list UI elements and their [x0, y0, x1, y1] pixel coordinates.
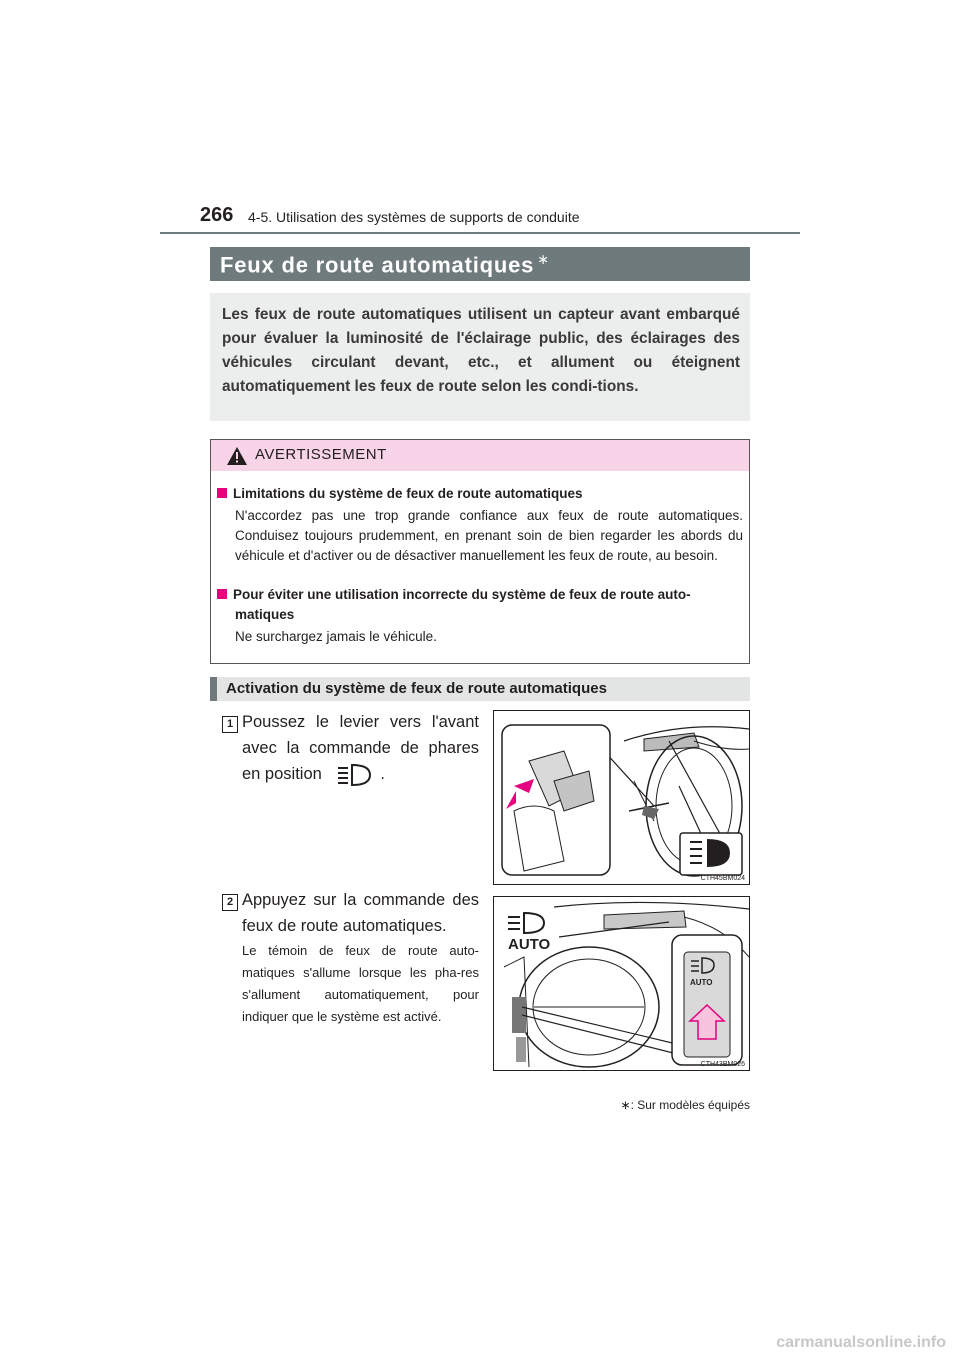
page-title-text: Feux de route automatiques	[220, 252, 535, 278]
page-number: 266	[200, 204, 234, 226]
figure-step-1	[493, 710, 750, 885]
step-1-text	[242, 709, 479, 787]
auto-switch-illustration	[494, 897, 749, 1070]
warning-title: AVERTISSEMENT	[255, 446, 387, 463]
section-header: 4-5. Utilisation des systèmes de supports de conduite	[248, 209, 580, 225]
warning-item-body: N'accordez pas une trop grande confiance aux feux de route automatiques. Conduisez toujours prudemment, en prenant soin de bien regarder les abords du véhicule et d'activer ou de désactiver manuellement les feux de route, au besoin.	[235, 508, 743, 563]
warning-item-heading	[217, 484, 743, 504]
headlight-auto-position-icon	[336, 763, 376, 787]
title-asterisk: ∗	[537, 251, 550, 267]
warning-item-body: Ne surchargez jamais le véhicule.	[235, 629, 437, 644]
activation-section-title: Activation du système de feux de route automatiques	[226, 680, 607, 697]
intro-box	[210, 293, 750, 421]
bullet-square-icon	[217, 589, 227, 599]
bullet-square-icon	[217, 488, 227, 498]
activation-section-bar	[210, 677, 750, 701]
auto-label-large: AUTO	[508, 936, 551, 953]
warning-item	[217, 484, 743, 566]
title-bar	[210, 247, 750, 281]
watermark: carmanualsonline.info	[776, 1334, 946, 1351]
page-title	[220, 251, 550, 278]
intro-text: Les feux de route automatiques utilisent un capteur avant embarqué pour évaluer la luminosité de l'éclairage public, des éclairages des véhicules circulant devant, etc., et allument ou éteignent automatiquement les feux de route selon les condi-tions.	[222, 306, 740, 395]
lever-illustration	[494, 711, 749, 884]
figure-code: CTH45BM024	[700, 875, 745, 882]
step-2-text: Appuyez sur la commande des feux de route automatiques.	[242, 891, 479, 935]
warning-triangle-icon	[227, 447, 247, 465]
step-number-1: 1	[222, 716, 238, 733]
footnote: ∗: Sur modèles équipés	[620, 1098, 750, 1112]
step-1-text-after: .	[380, 765, 385, 783]
step-2-note: Le témoin de feux de route auto-matiques s'allume lorsque les pha-res s'allument automatiquement, pour indiquer que le système est activé.	[242, 943, 479, 1024]
warning-header	[211, 440, 749, 471]
warning-item-heading-text: Pour éviter une utilisation incorrecte du système de feux de route auto-matiques	[233, 587, 691, 622]
figure-code: CTH43BM026	[700, 1061, 745, 1068]
section-accent	[210, 677, 217, 701]
warning-item-heading-text: Limitations du système de feux de route automatiques	[233, 486, 583, 501]
step-1-text-before: Poussez le levier vers l'avant avec la commande de phares en position	[242, 713, 479, 783]
warning-box	[210, 439, 750, 664]
warning-item	[217, 585, 743, 647]
warning-item-heading	[217, 585, 743, 625]
auto-label-small: AUTO	[690, 978, 713, 987]
header-rule	[160, 232, 800, 234]
figure-step-2	[493, 896, 750, 1071]
step-number-2: 2	[222, 894, 238, 911]
